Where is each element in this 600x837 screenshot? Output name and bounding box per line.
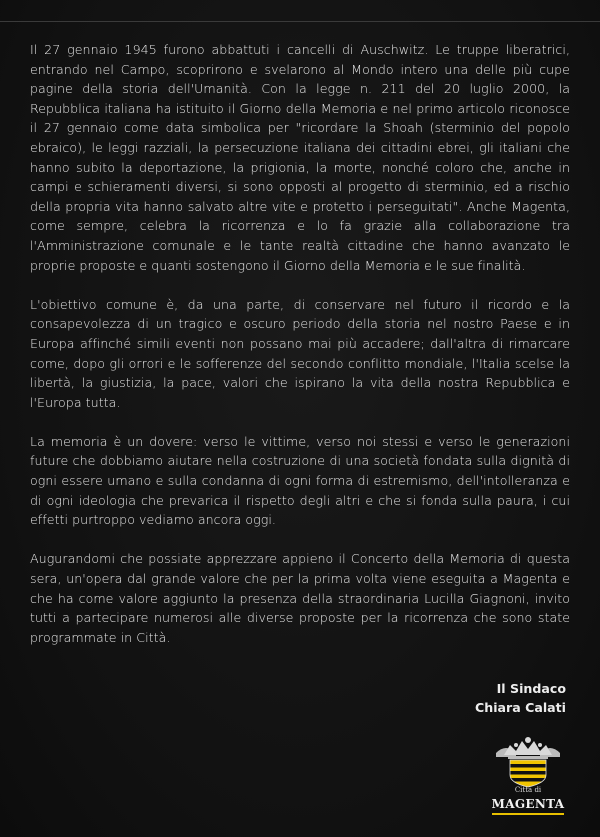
crest-town-name: MAGENTA xyxy=(491,797,565,811)
paragraph-4: Augurandomi che possiate apprezzare appieno il Concerto della Memoria di questa sera, un'opera dal grande valore che per la prima volta viene eseguita a Magenta e che ha come valore aggiunto la presenza della straordinaria Lucilla Giagnoni, invito tutti a partecipare numerosi alle diverse proposte per la ricorrenza che sono state programmate in Città. xyxy=(30,551,570,645)
top-divider xyxy=(0,21,600,22)
paragraph-3: La memoria è un dovere: verso le vittime, verso noi stessi e verso le generazioni future che dobbiamo aiutare nella costruzione di una società fondata sulla dignità di ogni essere umano e sulla condanna di ogni forma di estremismo, dell'intolleranza e di ogni ideologia che prevarica il rispetto degli altri e che si fonda sulla paura, i cui effetti purtroppo vediamo ancora oggi. xyxy=(30,433,570,528)
paragraph-2: L'obiettivo comune è, da una parte, di conservare nel futuro il ricordo e la consapevolezza di un tragico e oscuro periodo della storia nel nostro Paese e in Europa affinché simili eventi non possano mai più accadere; dall'altra di rimarcare come, dopo gli orrori e le sofferenze del secondo conflitto mondiale, l'Italia scelse la libertà, la giustizia, la pace, valori che ispirano la vita della nostra Repubblica e l'Europa tutta. xyxy=(30,296,570,410)
paragraph-1: Il 27 gennaio 1945 furono abbattuti i cancelli di Auschwitz. Le truppe liberatrici, entrando nel Campo, scoprirono e svelarono al Mondo intero una delle più cupe pagine della storia dell'Umanità. Con la legge n. 211 del 20 luglio 2000, la Repubblica italiana ha istituito il Giorno della Memoria e nel primo articolo riconosce il 27 gennaio come data simbolica per "ricordare la Shoah (sterminio del popolo ebraico), le leggi razziali, la persecuzione italiana dei cittadini ebrei, gli italiani che hanno subito la deportazione, la prigionia, la morte, nonché coloro che, anche in campi e schieramenti diversi, si sono opposti al progetto di sterminio, ed a rischio della propria vita hanno salvato altre vite e protetto i perseguitati". Anche Magenta, come sempre, celebra la ricorrenza e lo fa grazie alla collaborazione tra l'Amministrazione comunale e le tante realtà cittadine che hanno avanzato le proprie proposte e quanti sostengono il Giorno della Memoria e le sue finalità. xyxy=(30,42,570,273)
crest-town-label: Città di xyxy=(514,786,542,794)
signature-block xyxy=(475,679,566,717)
signature-role: Il Sindaco xyxy=(496,681,566,696)
signature-name: Chiara Calati xyxy=(474,700,566,715)
crest-underline xyxy=(492,813,564,815)
letter-body xyxy=(30,40,570,647)
